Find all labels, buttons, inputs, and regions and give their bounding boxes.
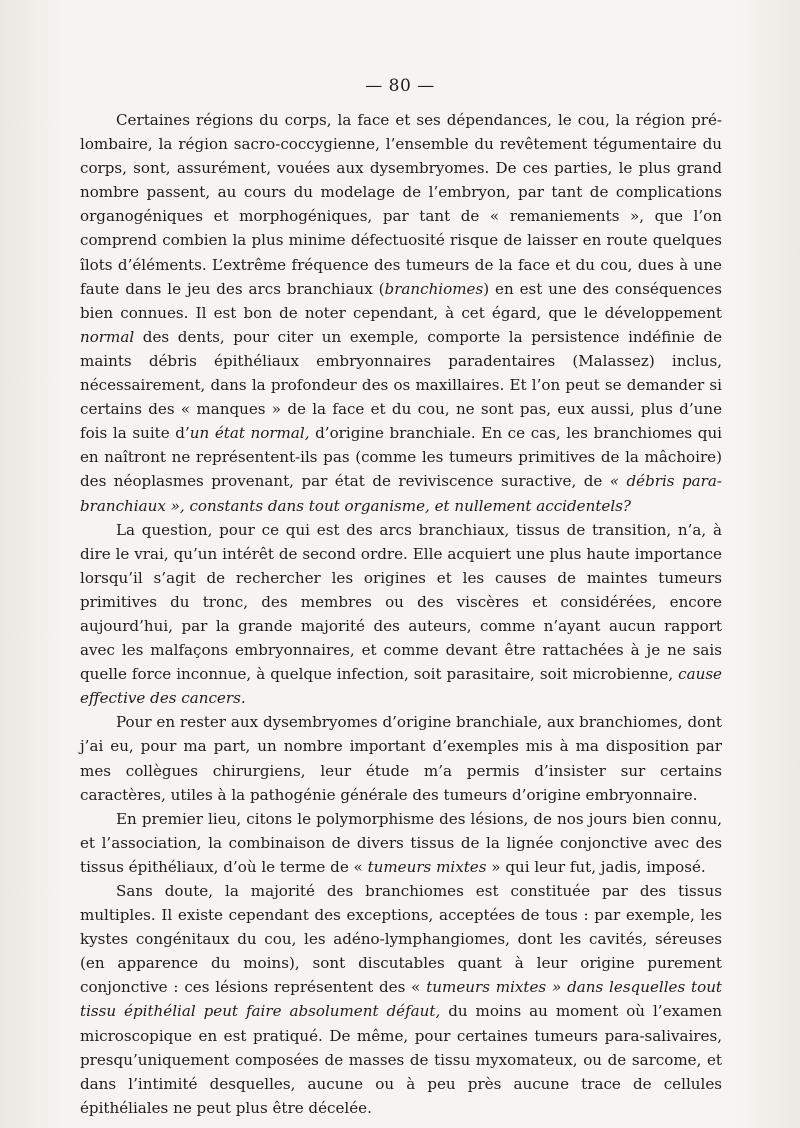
text-run: ) en est une des conséquences bien connues. Il est bon de noter cependant, à cet égard, que le développement bbox=[80, 279, 722, 322]
text-run: En premier lieu, citons le polymorphisme des lésions, de nos jours bien connu, et l’association, la combinaison de divers tissus de la lignée conjonctive avec des tissus épithéliaux, d’où le terme de « bbox=[80, 809, 722, 876]
italic-text: « débris para-branchiaux », constants dans tout organisme, et nullement accidentels? bbox=[80, 472, 722, 515]
text-run: La question, pour ce qui est des arcs branchiaux, tissus de transition, n’a, à dire le vrai, qu’un intérêt de second ordre. Elle acquiert une plus haute importance lorsqu’il s’agit de rechercher les origines et les causes de maintes tumeurs primitives du tronc, des membres ou des viscères et considérées, encore aujourd’hui, par la grande majorité des auteurs, comme n’ayant aucun rapport avec les malfaçons embryonnaires, et comme devant être rattachées à je ne sais quelle force inconnue, à quelque infection, soit parasitaire, soit microbienne, bbox=[80, 520, 722, 684]
italic-text: tumeurs mixtes » dans lesquelles tout tissu épithélial peut faire absolument défaut, bbox=[80, 978, 722, 1021]
page-number: — 80 — bbox=[365, 76, 435, 96]
body-text bbox=[80, 108, 722, 1120]
text-run: » qui leur fut, jadis, imposé. bbox=[486, 857, 706, 876]
italic-text: un état normal, bbox=[189, 424, 310, 443]
text-run: Certaines régions du corps, la face et ses dépendances, le cou, la région pré-lombaire, la région sacro-coccygienne, l’ensemble du revêtement tégumentaire du corps, sont, assurément, vouées aux dysembryomes. De ces parties, le plus grand nombre passent, au cours du modelage de l’embryon, par tant de complications organogéniques et morphogéniques, par tant de « remaniements », que l’on comprend combien la plus minime défectuosité risque de laisser en route quelques îlots d’éléments. L’extrême fréquence des tumeurs de la face et du cou, dues à une faute dans le jeu des arcs branchiaux ( bbox=[80, 111, 722, 298]
italic-text: normal bbox=[80, 327, 135, 346]
text-run: Pour en rester aux dysembryomes d’origine branchiale, aux branchiomes, dont j’ai eu, pour ma part, un nombre important d’exemples mis à ma disposition par mes collègues chirurgiens, leur étude m’a permis d’insister sur certains caractères, utiles à la pathogénie générale des tumeurs d’origine embryonnaire. bbox=[80, 713, 722, 804]
italic-text: cause effective des cancers. bbox=[80, 665, 722, 708]
paragraph bbox=[80, 108, 722, 518]
paragraph bbox=[80, 518, 722, 711]
paragraph bbox=[80, 879, 722, 1120]
text-run: des dents, pour citer un exemple, comporte la persistence indéfinie de maints débris épithéliaux embryonnaires paradentaires (Malassez) inclus, nécessairement, dans la profondeur des os maxillaires. Et l’on peut se demander si certains des « manques » de la face et du cou, ne sont pas, eux aussi, plus d’une fois la suite d’ bbox=[80, 327, 722, 443]
italic-text: branchiomes bbox=[384, 279, 484, 298]
paragraph bbox=[80, 710, 722, 806]
text-run: du moins au moment où l’examen microscopique en est pratiqué. De même, pour certaines tumeurs para-salivaires, presqu’uniquement composées de masses de tissu myxomateux, ou de sarcome, et dans l’intimité desquelles, aucune ou à peu près aucune trace de cellules épithéliales ne peut plus être décelée. bbox=[80, 1002, 723, 1117]
text-run: Sans doute, la majorité des branchiomes est constituée par des tissus multiples. Il existe cependant des exceptions, acceptées de tous : par exemple, les kystes congénitaux du cou, les adéno-lymphangiomes, dont les cavités, séreuses (en apparence du moins), sont discutables quant à leur origine purement conjonctive : ces lésions représentent des « bbox=[80, 882, 722, 997]
paragraph bbox=[80, 807, 722, 879]
text-run: d’origine branchiale. En ce cas, les branchiomes qui en naîtront ne représentent-ils pas (comme les tumeurs primitives de la mâchoire) des néoplasmes provenant, par état de reviviscence suractive, de bbox=[80, 424, 723, 491]
italic-text: tumeurs mixtes bbox=[367, 857, 487, 876]
